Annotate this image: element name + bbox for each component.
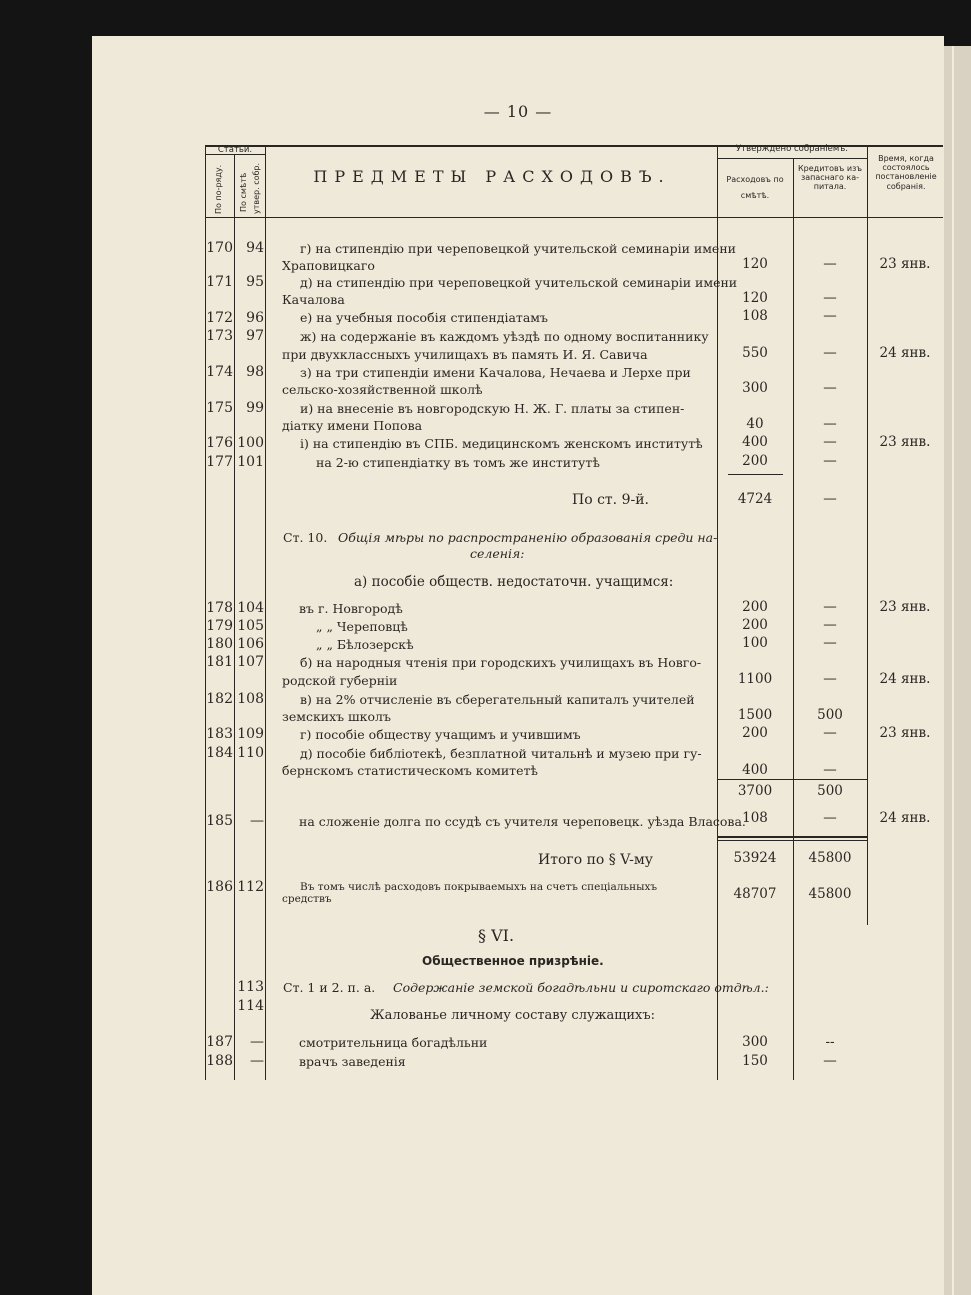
next-page-edge-line bbox=[952, 46, 954, 1295]
row-text: бернскомъ статистическомъ комитетѣ bbox=[282, 763, 538, 778]
row-num: 181 bbox=[206, 654, 233, 670]
row-smeta: 99 bbox=[246, 400, 264, 416]
subtotal-9-credit: — bbox=[823, 491, 837, 507]
row-value: 108 bbox=[742, 810, 768, 826]
row-credit: — bbox=[823, 345, 837, 361]
row-num: 172 bbox=[206, 310, 233, 326]
row-num: 176 bbox=[206, 435, 233, 451]
row-text: „ „ Череповцѣ bbox=[316, 619, 408, 634]
row-value: 300 bbox=[742, 1034, 768, 1050]
row-num: 186 bbox=[206, 879, 233, 895]
row-credit: — bbox=[823, 290, 837, 306]
row-text: ж) на содержаніе въ каждомъ уѣздѣ по одному воспитаннику bbox=[300, 329, 709, 344]
header-approved: Утверждено собраніемъ. bbox=[736, 144, 848, 154]
row-smeta: 97 bbox=[246, 328, 264, 344]
row-smeta: — bbox=[250, 813, 264, 829]
total-v-value: 53924 bbox=[733, 850, 777, 866]
row-value: 300 bbox=[742, 380, 768, 396]
row-smeta: 109 bbox=[237, 726, 264, 742]
row-num: 183 bbox=[206, 726, 233, 742]
total-v-credit: 45800 bbox=[808, 850, 852, 866]
row-text: Въ томъ числѣ расходовъ покрываемыхъ на счетъ спеціальныхъ bbox=[300, 881, 658, 893]
row-smeta: — bbox=[250, 1034, 264, 1050]
row-value: 200 bbox=[742, 599, 768, 615]
row-value: 100 bbox=[742, 635, 768, 651]
header-col-credit: Кредитовъ изъ запаснаго ка-питала. bbox=[798, 164, 862, 192]
row-text: з) на три стипендіи имени Качалова, Нечаева и Лерхе при bbox=[300, 365, 691, 380]
header-po-ryadu: По по-ряду. bbox=[214, 164, 223, 214]
header-col-time: Время, когда состоялось постановленіе собранія. bbox=[875, 154, 937, 191]
row-date: 23 янв. bbox=[879, 256, 931, 272]
header-col-rashod: Расходовъ по смѣтѣ. bbox=[726, 175, 784, 200]
row-text: земскихъ школъ bbox=[282, 709, 391, 724]
row-num: 182 bbox=[206, 691, 233, 707]
row-text: средствъ bbox=[282, 893, 332, 905]
row-text: „ „ Бѣлозерскѣ bbox=[316, 637, 414, 652]
row-date: 23 янв. bbox=[879, 725, 931, 741]
header-title: ПРЕДМЕТЫ РАСХОДОВЪ. bbox=[313, 167, 671, 186]
row-text: е) на учебныя пособія стипендіатамъ bbox=[300, 310, 548, 325]
row-smeta: 98 bbox=[246, 364, 264, 380]
row-value: 120 bbox=[742, 256, 768, 272]
row-text: діатку имени Попова bbox=[282, 418, 423, 433]
row-value: 550 bbox=[742, 345, 768, 361]
row-text: родской губерніи bbox=[282, 673, 398, 688]
row-credit: — bbox=[823, 453, 837, 469]
subtotal-rule bbox=[717, 779, 867, 780]
row-value: 48707 bbox=[733, 886, 777, 902]
header-bottom-rule bbox=[205, 217, 943, 218]
row-credit: — bbox=[823, 599, 837, 615]
row-credit: — bbox=[823, 256, 837, 272]
row-date: 23 янв. bbox=[879, 434, 931, 450]
row-smeta: 114 bbox=[237, 998, 264, 1014]
row-credit: 500 bbox=[817, 707, 843, 723]
row-credit: -- bbox=[825, 1034, 835, 1050]
row-credit: — bbox=[823, 416, 837, 432]
sub-a-header: а) пособіе обществ. недостаточн. учащимся: bbox=[354, 574, 674, 590]
row-smeta: 105 bbox=[237, 618, 264, 634]
document-page bbox=[92, 36, 944, 1295]
row-num: 178 bbox=[206, 600, 233, 616]
row-text: въ г. Новгородѣ bbox=[299, 601, 403, 616]
subtotal-10-credit: 500 bbox=[817, 783, 843, 799]
row-value: 40 bbox=[746, 416, 764, 432]
row-credit: — bbox=[823, 617, 837, 633]
total-double-rule-2 bbox=[717, 840, 867, 841]
row-credit: — bbox=[823, 434, 837, 450]
header-po-smete: По смѣтѣ bbox=[239, 172, 248, 212]
row-num: 180 bbox=[206, 636, 233, 652]
row-text: Храповицкаго bbox=[282, 258, 375, 273]
row-num: 185 bbox=[206, 813, 233, 829]
subtotal-rule bbox=[728, 474, 783, 475]
row-credit: — bbox=[823, 725, 837, 741]
section-10-prefix: Ст. 10. bbox=[283, 530, 328, 545]
row-smeta: 94 bbox=[246, 240, 264, 256]
total-v-label: Итого по § V-му bbox=[538, 852, 653, 868]
row-text: при двухклассныхъ училищахъ въ память И. Я. Савича bbox=[282, 347, 648, 362]
row-credit: — bbox=[823, 308, 837, 324]
row-text: г) на стипендію при череповецкой учительской семинаріи имени bbox=[300, 241, 736, 256]
row-value: 108 bbox=[742, 308, 768, 324]
row-value: 400 bbox=[742, 762, 768, 778]
row-text: Качалова bbox=[282, 292, 345, 307]
row-date: 24 янв. bbox=[879, 671, 931, 687]
row-text: врачъ заведенія bbox=[299, 1054, 406, 1069]
row-smeta: 101 bbox=[237, 454, 264, 470]
row-value: 150 bbox=[742, 1053, 768, 1069]
row-value: 1100 bbox=[737, 671, 773, 687]
section-vi-subtitle: Общественное призрѣніе. bbox=[422, 954, 604, 968]
row-text: сельско-хозяйственной школѣ bbox=[282, 382, 483, 397]
row-credit: — bbox=[823, 380, 837, 396]
header-approved-rule bbox=[717, 158, 867, 159]
section-10-title: Общія мѣры по распространенію образованія среди на- bbox=[338, 530, 718, 545]
row-text: д) пособіе библіотекѣ, безплатной читальнѣ и музею при гу- bbox=[300, 746, 702, 761]
row-text: г) пособіе обществу учащимъ и учившимъ bbox=[300, 727, 581, 742]
section-vi-art-text: Содержаніе земской богадѣльни и сиротскаго отдѣл.: bbox=[393, 980, 769, 995]
row-smeta: 96 bbox=[246, 310, 264, 326]
row-credit: 45800 bbox=[808, 886, 852, 902]
row-num: 184 bbox=[206, 745, 233, 761]
row-smeta: 110 bbox=[237, 745, 264, 761]
section-vi-art-prefix: Ст. 1 и 2. п. а. bbox=[283, 980, 376, 995]
row-num: 175 bbox=[206, 400, 233, 416]
row-value: 1500 bbox=[737, 707, 773, 723]
row-smeta: — bbox=[250, 1053, 264, 1069]
total-double-rule bbox=[717, 836, 867, 838]
row-text: на 2-ю стипендіатку въ томъ же институтѣ bbox=[316, 455, 600, 470]
row-text: д) на стипендію при череповецкой учительской семинаріи имени bbox=[300, 275, 738, 290]
row-num: 174 bbox=[206, 364, 233, 380]
section-vi-title: § VI. bbox=[478, 926, 515, 945]
row-smeta: 106 bbox=[237, 636, 264, 652]
row-smeta: 112 bbox=[237, 879, 264, 895]
subtotal-9-label: По ст. 9-й. bbox=[572, 492, 649, 508]
row-smeta: 108 bbox=[237, 691, 264, 707]
row-text: в) на 2% отчисленіе въ сберегательный капиталъ учителей bbox=[300, 692, 695, 707]
row-text: и) на внесеніе въ новгородскую Н. Ж. Г. платы за стипен- bbox=[300, 401, 685, 416]
next-page-edge bbox=[944, 46, 971, 1295]
row-credit: — bbox=[823, 810, 837, 826]
subtotal-9-value: 4724 bbox=[737, 491, 773, 507]
col-rule-po-smete bbox=[265, 145, 266, 1080]
row-credit: — bbox=[823, 635, 837, 651]
row-date: 23 янв. bbox=[879, 599, 931, 615]
row-date: 24 янв. bbox=[879, 345, 931, 361]
row-num: 173 bbox=[206, 328, 233, 344]
row-value: 400 bbox=[742, 434, 768, 450]
section-10-title-cont: селенія: bbox=[470, 546, 525, 561]
row-num: 187 bbox=[206, 1034, 233, 1050]
salary-header: Жалованье личному составу служащихъ: bbox=[370, 1008, 656, 1023]
row-text: і) на стипендію въ СПБ. медицинскомъ женскомъ институтѣ bbox=[300, 436, 703, 451]
row-value: 200 bbox=[742, 453, 768, 469]
row-smeta: 104 bbox=[237, 600, 264, 616]
row-smeta: 113 bbox=[237, 979, 264, 995]
row-num: 188 bbox=[206, 1053, 233, 1069]
row-value: 200 bbox=[742, 725, 768, 741]
col-rule-po-ryadu bbox=[234, 154, 235, 1080]
row-value: 120 bbox=[742, 290, 768, 306]
subtotal-10-value: 3700 bbox=[737, 783, 773, 799]
row-credit: — bbox=[823, 671, 837, 687]
page-number: — 10 — bbox=[483, 102, 553, 121]
row-text: б) на народныя чтенія при городскихъ училищахъ въ Новго- bbox=[300, 655, 702, 670]
row-smeta: 95 bbox=[246, 274, 264, 290]
row-num: 170 bbox=[206, 240, 233, 256]
row-num: 179 bbox=[206, 618, 233, 634]
header-utver-sobr: утвер. собр. bbox=[252, 162, 261, 214]
row-num: 177 bbox=[206, 454, 233, 470]
row-credit: — bbox=[823, 1053, 837, 1069]
row-smeta: 107 bbox=[237, 654, 264, 670]
row-credit: — bbox=[823, 762, 837, 778]
row-value: 200 bbox=[742, 617, 768, 633]
row-text: на сложеніе долга по ссудѣ съ учителя череповецк. уѣзда Власова. bbox=[299, 814, 746, 829]
row-date: 24 янв. bbox=[879, 810, 931, 826]
header-statyi: Статьи. bbox=[217, 145, 253, 155]
row-smeta: 100 bbox=[237, 435, 264, 451]
row-text: смотрительница богадѣльни bbox=[299, 1035, 488, 1050]
row-num: 171 bbox=[206, 274, 233, 290]
